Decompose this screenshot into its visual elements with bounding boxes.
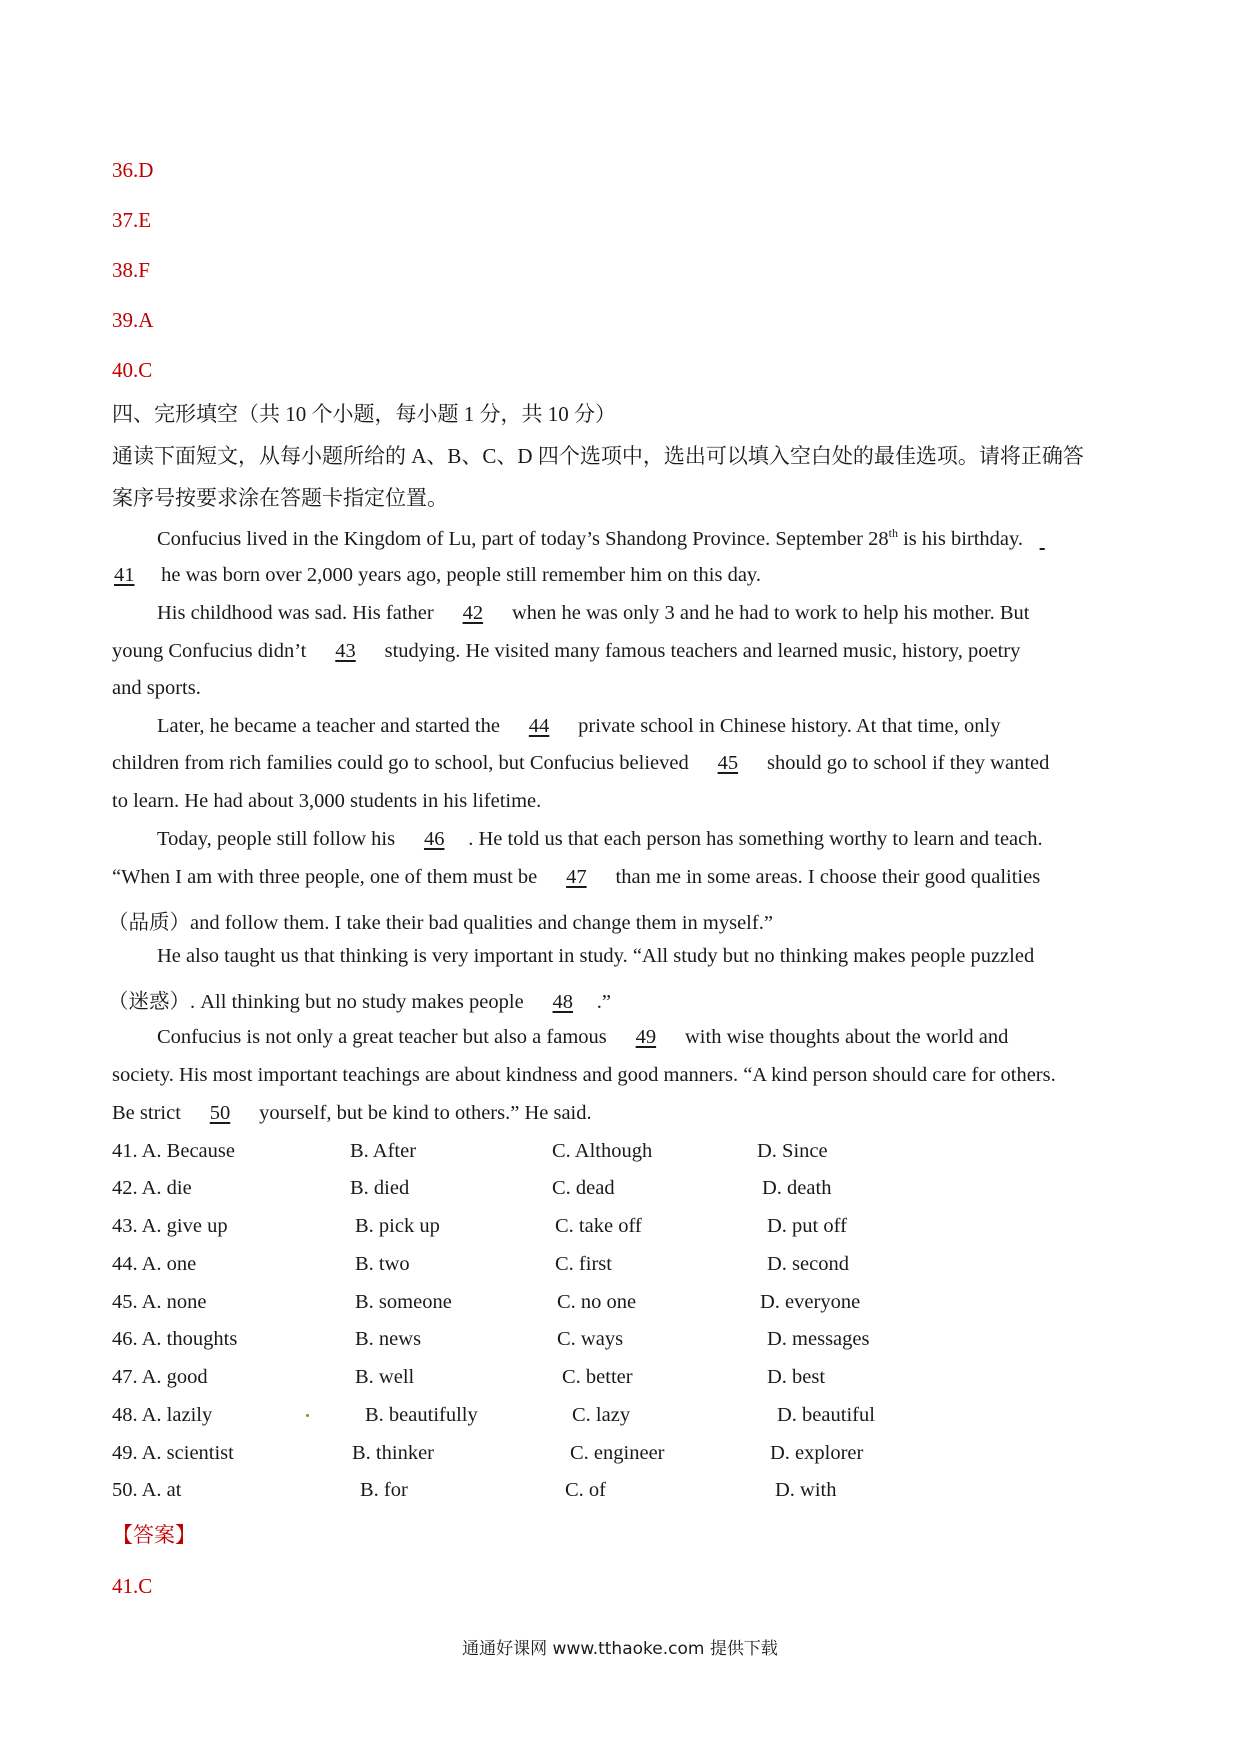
answer-40: 40.C (112, 358, 153, 382)
page-footer: 通通好课网 www.tthaoke.com 提供下载 (462, 1639, 778, 1659)
option-50-a: 50. A. at (112, 1479, 182, 1501)
option-48-c: C. lazy (572, 1404, 631, 1426)
passage-line: （迷惑）. All thinking but no study makes people 48 .” (108, 991, 612, 1013)
option-46-b: B. news (355, 1328, 422, 1350)
option-45-b: B. someone (355, 1291, 452, 1313)
option-44-c: C. first (555, 1253, 612, 1275)
blank-43: 43 (335, 640, 356, 662)
option-42-b: B. died (350, 1177, 410, 1199)
blank-48: 48 (552, 991, 574, 1013)
blank-41: 41 (114, 564, 135, 586)
option-42-a: 42. A. die (112, 1177, 192, 1199)
option-50-d: D. with (775, 1479, 837, 1501)
option-41-a: 41. A. Because (112, 1140, 235, 1162)
passage-line: Today, people still follow his 46 . He told us that each person has something worthy to learn and teach. (157, 828, 1043, 850)
answer-36: 36.D (112, 158, 154, 182)
passage-line: His childhood was sad. His father 42 when he was only 3 and he had to work to help his mother. But (157, 602, 1030, 624)
option-49-b: B. thinker (352, 1442, 434, 1464)
option-48-b: B. beautifully (365, 1404, 478, 1426)
passage-line: Later, he became a teacher and started the 44 private school in Chinese history. At that time, only (157, 715, 1001, 737)
option-43-b: B. pick up (355, 1215, 440, 1237)
option-44-b: B. two (355, 1253, 410, 1275)
answer-key-label: 【答案】 (112, 1523, 196, 1547)
blank-45: 45 (717, 752, 739, 774)
passage-line: 41 he was born over 2,000 years ago, people still remember him on this day. (114, 564, 761, 586)
option-42-d: D. death (762, 1177, 832, 1199)
option-48-d: D. beautiful (777, 1404, 875, 1426)
passage-line: “When I am with three people, one of them must be 47 than me in some areas. I choose their good qualities (112, 866, 1041, 888)
answer-37: 37.E (112, 208, 152, 232)
section-instruction-1: 通读下面短文，从每小题所给的 A、B、C、D 四个选项中，选出可以填入空白处的最佳选项。请将正确答 (112, 444, 1084, 468)
passage-line: young Confucius didn’t 43 studying. He visited many famous teachers and learned music, history, poetry (112, 640, 1021, 662)
passage-line: （品质）and follow them. I take their bad qualities and change them in myself.” (108, 912, 773, 934)
option-41-b: B. After (350, 1140, 417, 1162)
blank-47: 47 (566, 866, 587, 888)
passage-line: to learn. He had about 3,000 students in his lifetime. (112, 790, 542, 812)
blank-50: 50 (209, 1102, 231, 1124)
passage-line: and sports. (112, 677, 201, 699)
answer-38: 38.F (112, 258, 150, 282)
blank-42: 42 (462, 602, 484, 624)
option-47-c: C. better (562, 1366, 633, 1388)
option-49-a: 49. A. scientist (112, 1442, 234, 1464)
option-41-d: D. Since (757, 1140, 828, 1162)
stray-dot (306, 1414, 309, 1417)
option-45-c: C. no one (557, 1291, 637, 1313)
option-41-c: C. Although (552, 1140, 653, 1162)
passage-line: Be strict 50 yourself, but be kind to others.” He said. (112, 1102, 592, 1124)
option-46-d: D. messages (767, 1328, 870, 1350)
option-43-d: D. put off (767, 1215, 847, 1237)
option-46-c: C. ways (557, 1328, 624, 1350)
passage-line: society. His most important teachings are about kindness and good manners. “A kind person should care for others. (112, 1064, 1056, 1086)
option-45-d: D. everyone (760, 1291, 861, 1313)
passage-line: children from rich families could go to school, but Confucius believed 45 should go to school if they wanted (112, 752, 1050, 774)
option-47-a: 47. A. good (112, 1366, 208, 1388)
option-50-b: B. for (360, 1479, 408, 1501)
blank-49: 49 (635, 1026, 657, 1048)
option-48-a: 48. A. lazily (112, 1404, 213, 1426)
passage-line: He also taught us that thinking is very important in study. “All study but no thinking makes people puzzled (157, 945, 1035, 967)
option-49-d: D. explorer (770, 1442, 864, 1464)
option-45-a: 45. A. none (112, 1291, 207, 1313)
option-49-c: C. engineer (570, 1442, 665, 1464)
option-50-c: C. of (565, 1479, 606, 1501)
option-44-a: 44. A. one (112, 1253, 197, 1275)
answer-39: 39.A (112, 308, 154, 332)
option-43-a: 43. A. give up (112, 1215, 228, 1237)
blank-44: 44 (528, 715, 550, 737)
blank-46: 46 (423, 828, 445, 850)
passage-line: Confucius lived in the Kingdom of Lu, part of today’s Shandong Province. September 28th is his birthday. (157, 526, 1024, 550)
passage-line: Confucius is not only a great teacher but also a famous 49 with wise thoughts about the world and (157, 1026, 1009, 1048)
option-46-a: 46. A. thoughts (112, 1328, 238, 1350)
section-title: 四、完形填空（共 10 个小题，每小题 1 分，共 10 分） (112, 402, 616, 426)
option-44-d: D. second (767, 1253, 849, 1275)
answer-41: 41.C (112, 1574, 153, 1598)
option-47-b: B. well (355, 1366, 415, 1388)
option-47-d: D. best (767, 1366, 826, 1388)
section-instruction-2: 案序号按要求涂在答题卡指定位置。 (112, 486, 448, 510)
option-42-c: C. dead (552, 1177, 615, 1199)
option-43-c: C. take off (555, 1215, 642, 1237)
